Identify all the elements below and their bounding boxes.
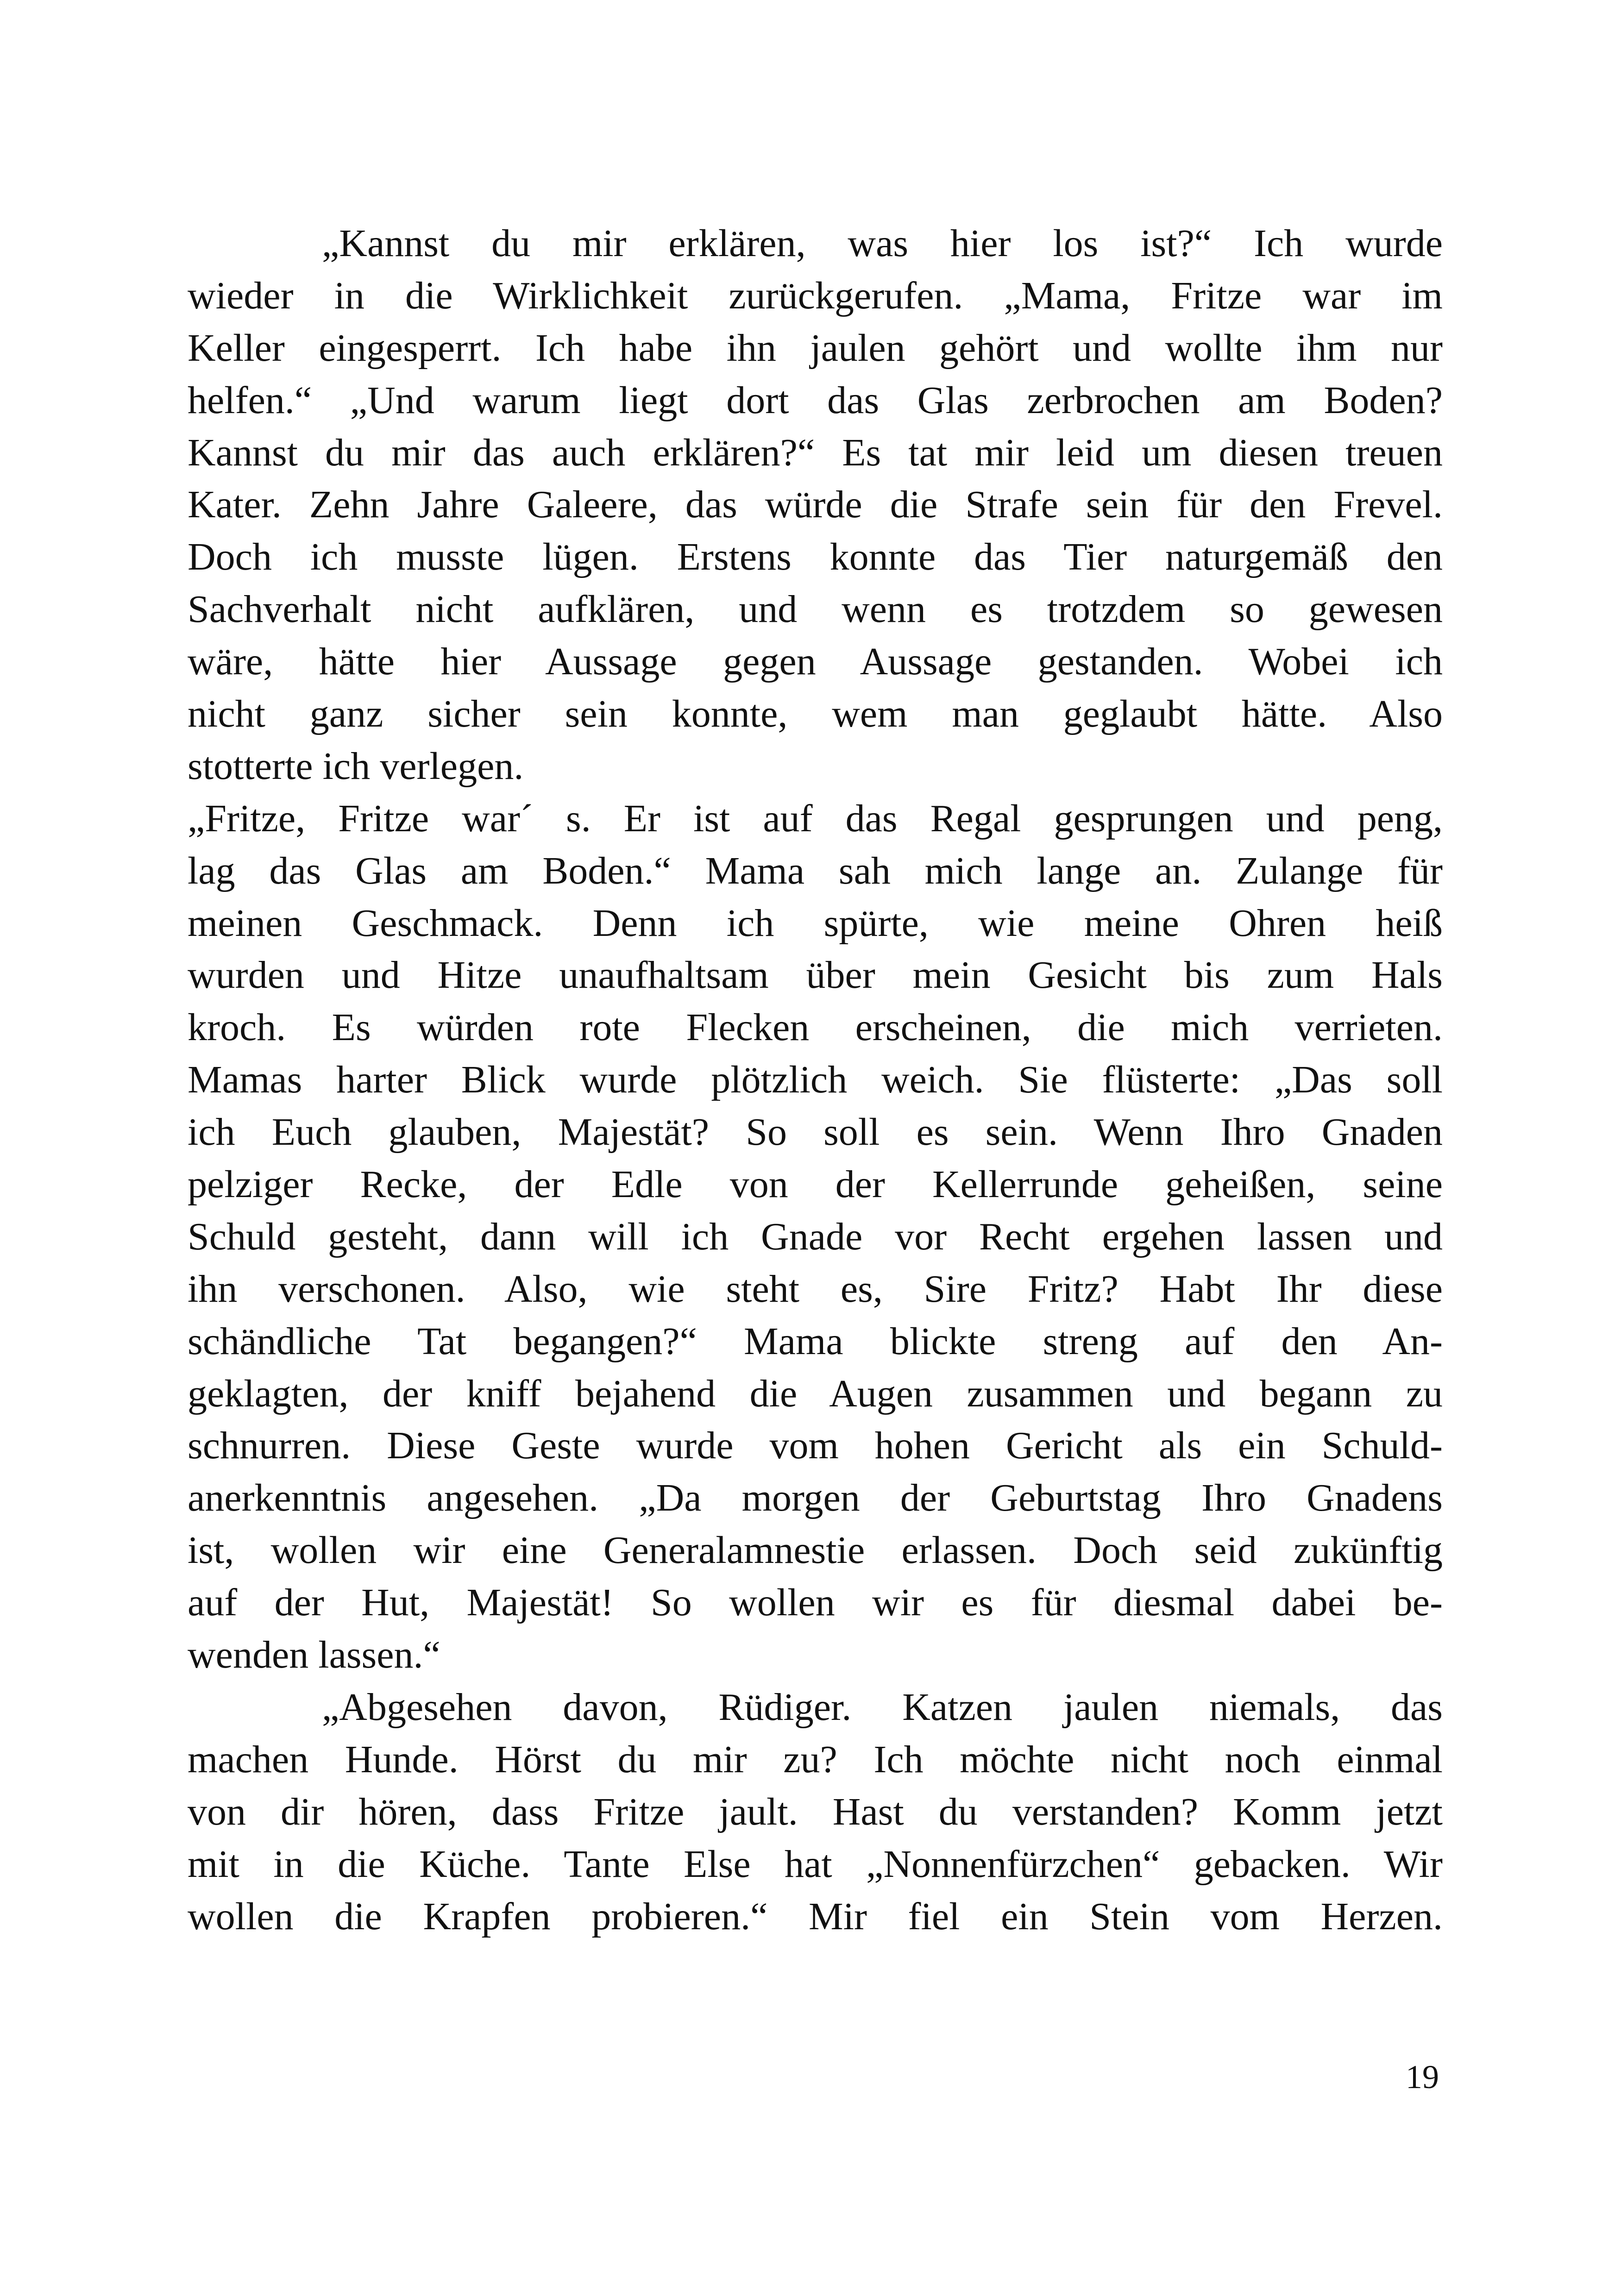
text-line: wäre, hätte hier Aussage gegen Aussage gestanden. Wobei ich (188, 640, 1443, 684)
text-line: mit in die Küche. Tante Else hat „Nonnenfürzchen“ gebacken. Wir (188, 1842, 1443, 1886)
text-line: Sachverhalt nicht aufklären, und wenn es trotzdem so gewesen (188, 588, 1443, 631)
text-line: stotterte ich verlegen. (188, 744, 524, 788)
text-line: schändliche Tat begangen?“ Mama blickte streng auf den An- (188, 1319, 1443, 1363)
text-line: wurden und Hitze unaufhaltsam über mein Gesicht bis zum Hals (188, 954, 1443, 997)
text-line: auf der Hut, Majestät! So wollen wir es für diesmal dabei be- (188, 1581, 1443, 1625)
text-line: wollen die Krapfen probieren.“ Mir fiel ein Stein vom Herzen. (188, 1895, 1443, 1938)
text-line: schnurren. Diese Geste wurde vom hohen Gericht als ein Schuld- (188, 1424, 1443, 1468)
text-line: „Abgesehen davon, Rüdiger. Katzen jaulen niemals, das (322, 1685, 1443, 1729)
text-line: ihn verschonen. Also, wie steht es, Sire Fritz? Habt Ihr diese (188, 1267, 1443, 1311)
text-line: anerkenntnis angesehen. „Da morgen der Geburtstag Ihro Gnadens (188, 1476, 1443, 1520)
text-line: von dir hören, dass Fritze jault. Hast du verstanden? Komm jetzt (188, 1790, 1443, 1833)
text-line: nicht ganz sicher sein konnte, wem man geglaubt hätte. Also (188, 692, 1443, 736)
text-line: machen Hunde. Hörst du mir zu? Ich möchte nicht noch einmal (188, 1738, 1443, 1781)
text-line: Doch ich musste lügen. Erstens konnte das Tier naturgemäß den (188, 535, 1443, 579)
body-text (188, 218, 1443, 1943)
text-line: ist, wollen wir eine Generalamnestie erlassen. Doch seid zukünftig (188, 1529, 1443, 1572)
text-line: kroch. Es würden rote Flecken erscheinen, die mich verrieten. (188, 1006, 1443, 1049)
text-line: „Fritze, Fritze war´ s. Er ist auf das Regal gesprungen und peng, (188, 797, 1443, 840)
text-line: pelziger Recke, der Edle von der Kellerrunde geheißen, seine (188, 1163, 1443, 1206)
page-number: 19 (1406, 2058, 1439, 2095)
text-line: geklagten, der kniff bejahend die Augen zusammen und begann zu (188, 1372, 1443, 1415)
text-line: lag das Glas am Boden.“ Mama sah mich lange an. Zulange für (188, 849, 1443, 892)
text-line: Mamas harter Blick wurde plötzlich weich. Sie flüsterte: „Das soll (188, 1058, 1443, 1102)
text-line: meinen Geschmack. Denn ich spürte, wie meine Ohren heiß (188, 901, 1443, 945)
text-line: „Kannst du mir erklären, was hier los ist?“ Ich wurde (322, 222, 1443, 265)
text-line: wieder in die Wirklichkeit zurückgerufen. „Mama, Fritze war im (188, 274, 1443, 317)
text-line: Schuld gesteht, dann will ich Gnade vor Recht ergehen lassen und (188, 1215, 1443, 1258)
text-line: helfen.“ „Und warum liegt dort das Glas zerbrochen am Boden? (188, 378, 1443, 422)
text-line: Kater. Zehn Jahre Galeere, das würde die Strafe sein für den Frevel. (188, 483, 1443, 527)
text-line: ich Euch glauben, Majestät? So soll es sein. Wenn Ihro Gnaden (188, 1110, 1443, 1154)
text-line: Keller eingesperrt. Ich habe ihn jaulen gehört und wollte ihm nur (188, 326, 1443, 370)
text-line: Kannst du mir das auch erklären?“ Es tat mir leid um diesen treuen (188, 431, 1443, 474)
text-line: wenden lassen.“ (188, 1633, 440, 1677)
